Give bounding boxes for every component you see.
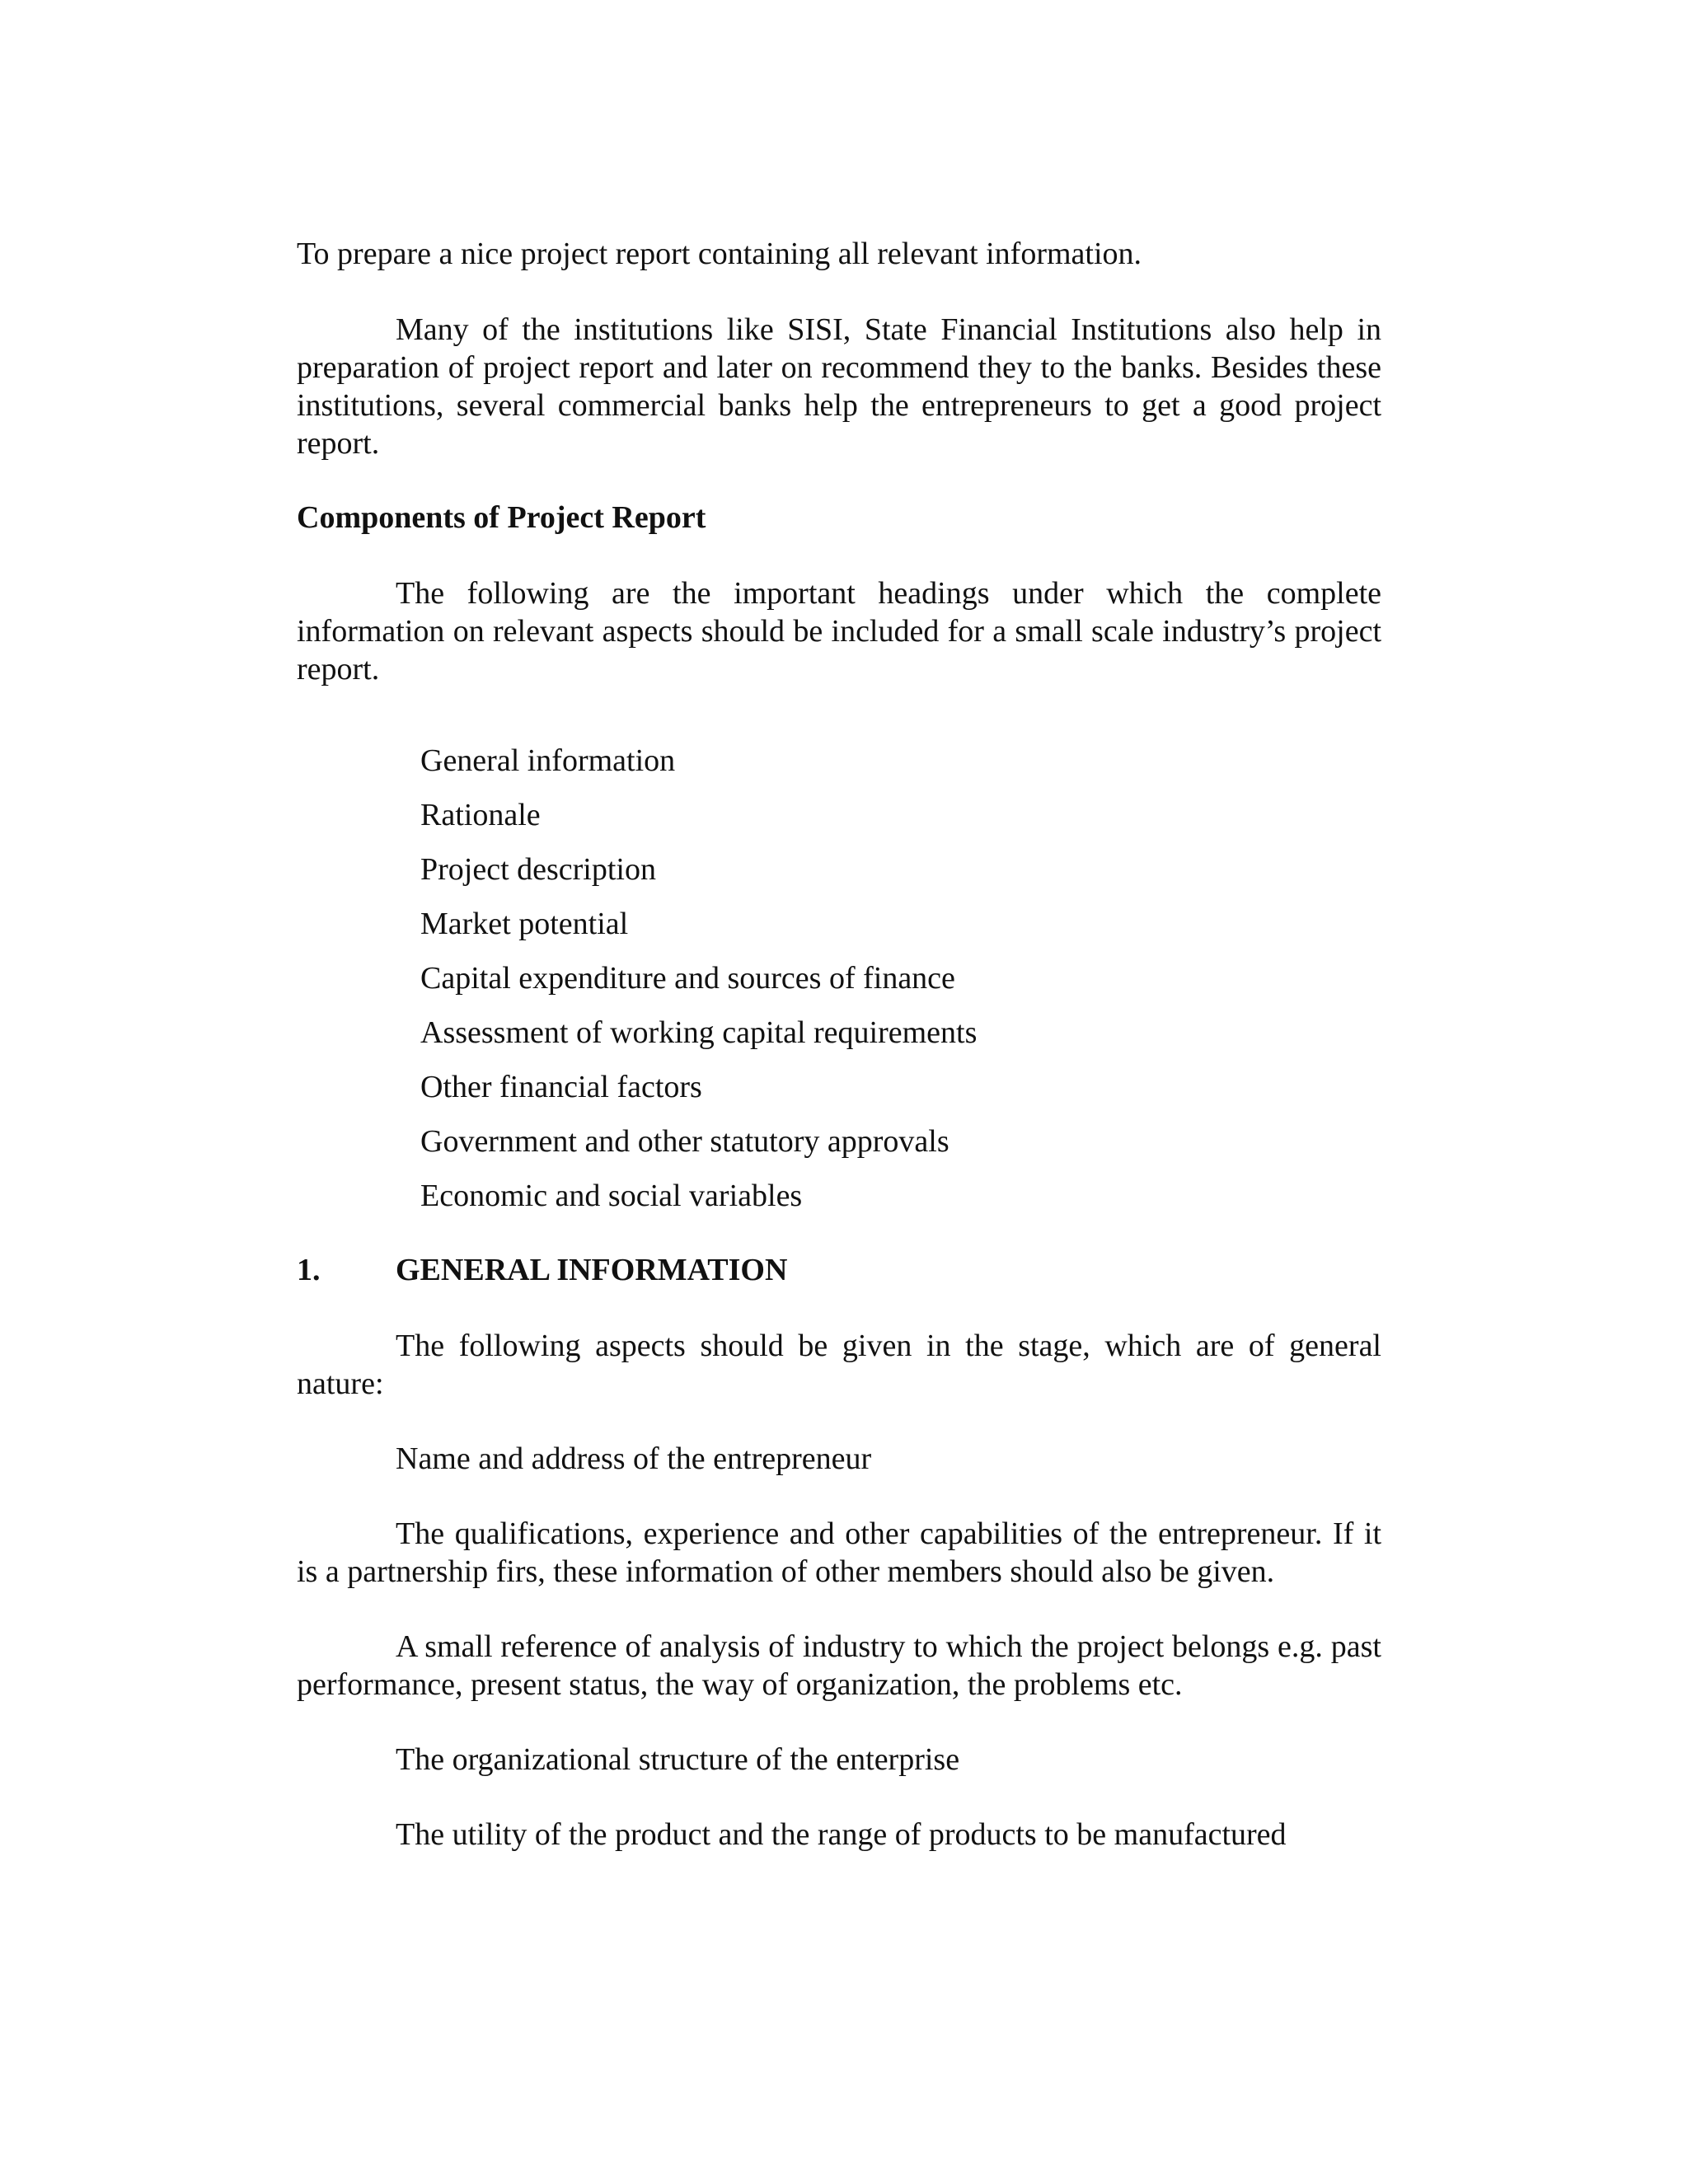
paragraph-reference: A small reference of analysis of industry to which the project belongs e.g. past performance, present status, the way of organization, the problems etc. bbox=[297, 1629, 1381, 1702]
paragraph-components: The following are the important headings under which the complete information on relevant aspects should be included for a small scale industry’s project report. bbox=[297, 576, 1381, 687]
list-item: Government and other statutory approvals bbox=[420, 1124, 950, 1159]
item-organizational-structure: The organizational structure of the enterprise bbox=[396, 1742, 960, 1777]
list-item: General information bbox=[420, 743, 676, 778]
item-name-address: Name and address of the entrepreneur bbox=[396, 1441, 872, 1476]
list-item: Market potential bbox=[420, 907, 629, 941]
section-title: GENERAL INFORMATION bbox=[396, 1253, 788, 1287]
paragraph-aspects: The following aspects should be given in the stage, which are of general nature: bbox=[297, 1329, 1381, 1401]
paragraph-qualifications: The qualifications, experience and other capabilities of the entrepreneur. If it is a partnership firs, these information of other members should also be given. bbox=[297, 1516, 1381, 1589]
section-number: 1. bbox=[297, 1253, 321, 1287]
list-item: Project description bbox=[420, 852, 656, 887]
list-item: Rationale bbox=[420, 798, 541, 832]
paragraph-institutions: Many of the institutions like SISI, State Financial Institutions also help in preparation of project report and later on recommend they to the banks. Besides these institutions, several commercial banks help the entrepreneurs to get a good project report. bbox=[297, 312, 1381, 461]
list-item: Other financial factors bbox=[420, 1070, 702, 1104]
item-product-utility: The utility of the product and the range of products to be manufactured bbox=[396, 1817, 1287, 1852]
heading-components: Components of Project Report bbox=[297, 500, 706, 535]
list-item: Assessment of working capital requirements bbox=[420, 1015, 978, 1050]
list-item: Capital expenditure and sources of finance bbox=[420, 961, 955, 996]
list-item: Economic and social variables bbox=[420, 1179, 803, 1213]
intro-line: To prepare a nice project report containing all relevant information. bbox=[297, 237, 1142, 271]
